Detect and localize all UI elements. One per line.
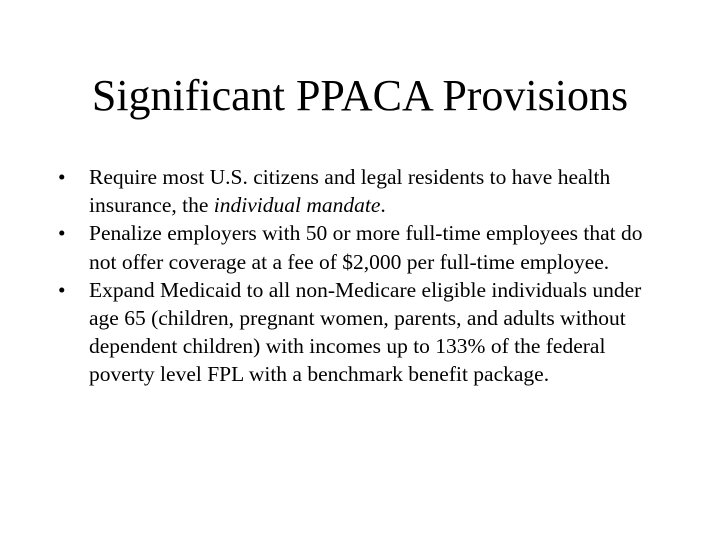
bullet-text: Penalize employers with 50 or more full-time employees that do not offer coverage at a fee of $2,000 per full-time employee.	[89, 221, 643, 274]
bullet-marker: •	[58, 277, 66, 302]
slide-title: Significant PPACA Provisions	[91, 71, 629, 120]
bullet-item-employer-penalty	[58, 219, 668, 275]
bullet-marker: •	[58, 165, 66, 189]
bullet-item-individual-mandate	[58, 163, 668, 219]
bullet-marker: •	[58, 221, 66, 246]
bullet-item-medicaid-expansion	[58, 276, 668, 389]
bullet-list	[58, 163, 668, 389]
bullet-emphasis: individual mandate	[213, 193, 381, 218]
bullet-text: Expand Medicaid to all non-Medicare eligible individuals under age 65 (children, pregnant women, parents, and adults without dependent children) with incomes up to 133% of the federal poverty level FPL with a benchmark benefit package.	[89, 277, 642, 387]
bullet-text-end: .	[380, 193, 386, 218]
bullet-text: Require most U.S. citizens and legal residents to have health insurance, the	[89, 165, 611, 218]
